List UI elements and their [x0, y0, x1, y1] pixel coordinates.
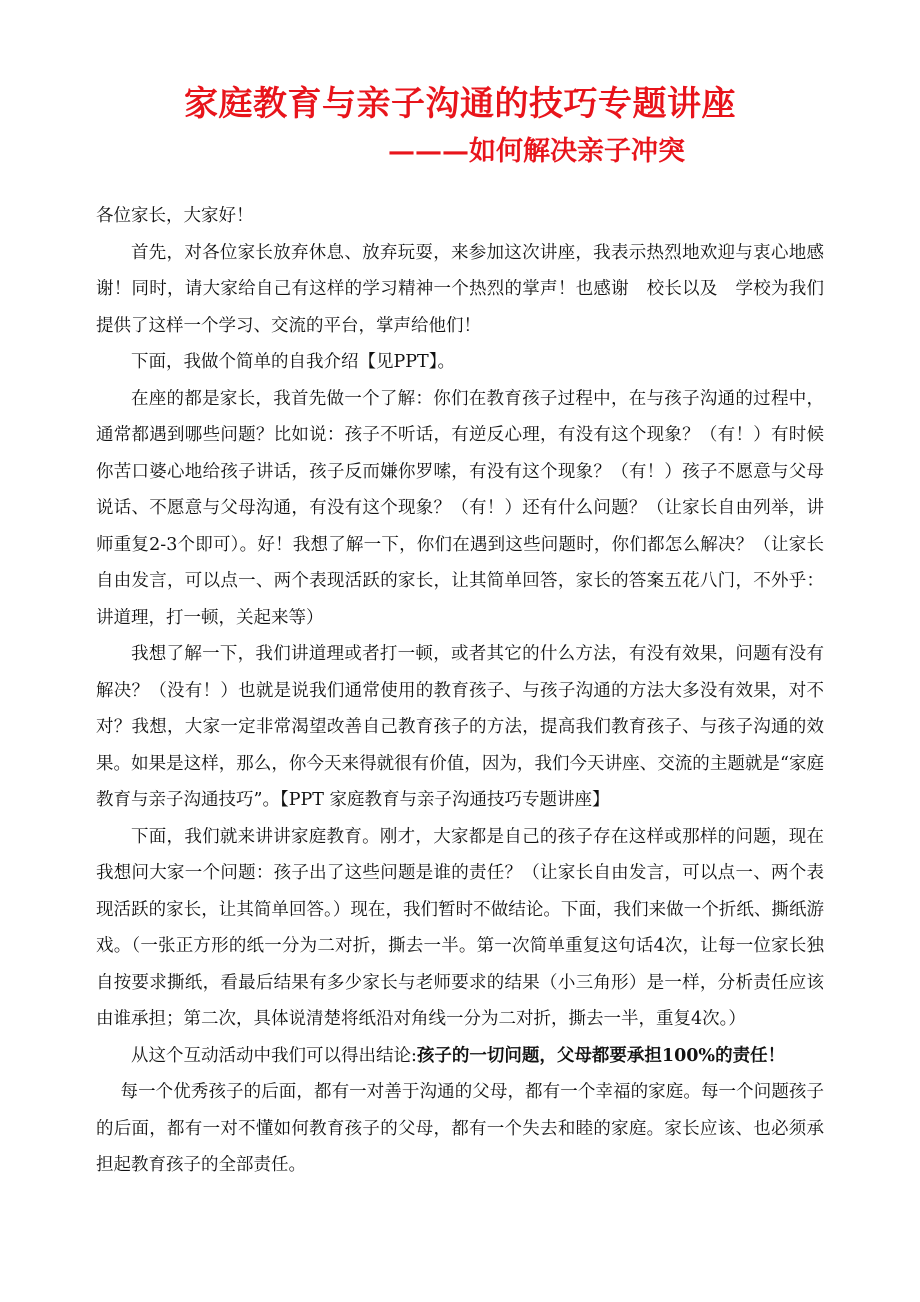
conclusion-paragraph [96, 1038, 824, 1075]
conclusion-lead: 从这个互动活动中我们可以得出结论: [131, 1045, 417, 1066]
welcome-paragraph: 首先，对各位家长放弃休息、放弃玩耍，来参加这次讲座，我表示热烈地欢迎与衷心地感谢！同时，请大家给自己有这样的学习精神一个热烈的掌声！也感谢 校长以及 学校为我们提供了这样一个学习、交流的平台，掌声给他们！ [96, 242, 824, 336]
intro-paragraph: 下面，我做个简单的自我介绍【见PPT】。 [131, 352, 455, 372]
document-subtitle: ———如何解决亲子冲突 [388, 136, 685, 167]
theme-paragraph: 我想了解一下，我们讲道理或者打一顿，或者其它的什么方法，有没有效果，问题有没有解决？（没有！）也就是说我们通常使用的教育孩子、与孩子沟通的方法大多没有效果，对不对？我想，大家一定非常渴望改善自己教育孩子的方法，提高我们教育孩子、与孩子沟通的效果。如果是这样，那么，你今天来得就很有价值，因为，我们今天讲座、交流的主题就是“家庭教育与亲子沟通技巧”。【PPT 家庭教育与亲子沟通技巧专题讲座】 [96, 644, 824, 810]
document-title: 家庭教育与亲子沟通的技巧专题讲座 [184, 84, 736, 124]
activity-paragraph: 下面，我们就来讲讲家庭教育。刚才，大家都是自己的孩子存在这样或那样的问题，现在我想问大家一个问题：孩子出了这些问题是谁的责任？（让家长自由发言，可以点一、两个表现活跃的家长，让其简单回答。）现在，我们暂时不做结论。下面，我们来做一个折纸、撕纸游戏。（一张正方形的纸一分为二对折，撕去一半。第一次简单重复这句话4次，让每一位家长独自按要求撕纸，看最后结果有多少家长与老师要求的结果（小三角形）是一样，分析责任应该由谁承担；第二次，具体说清楚将纸沿对角线一分为二对折，撕去一半，重复4次。） [96, 826, 824, 1029]
document-body [96, 198, 824, 1184]
questions-paragraph: 在座的都是家长，我首先做一个了解：你们在教育孩子过程中，在与孩子沟通的过程中，通常都遇到哪些问题？比如说：孩子不听话，有逆反心理，有没有这个现象？（有！）有时候你苦口婆心地给孩子讲话，孩子反而嫌你罗嗦，有没有这个现象？（有！）孩子不愿意与父母说话、不愿意与父母沟通，有没有这个现象？（有！）还有什么问题？（让家长自由列举，讲师重复2-3个即可）。好！我想了解一下，你们在遇到这些问题时，你们都怎么解决？（让家长自由发言，可以点一、两个表现活跃的家长，让其简单回答，家长的答案五花八门，不外乎：讲道理，打一顿，关起来等） [96, 388, 824, 628]
greeting-paragraph: 各位家长，大家好！ [96, 206, 254, 226]
final-paragraph: 每一个优秀孩子的后面，都有一对善于沟通的父母，都有一个幸福的家庭。每一个问题孩子的后面，都有一对不懂如何教育孩子的父母，都有一个失去和睦的家庭。家长应该、也必须承担起教育孩子的全部责任。 [96, 1082, 824, 1175]
conclusion-bold: 孩子的一切问题，父母都要承担100%的责任！ [416, 1045, 786, 1066]
